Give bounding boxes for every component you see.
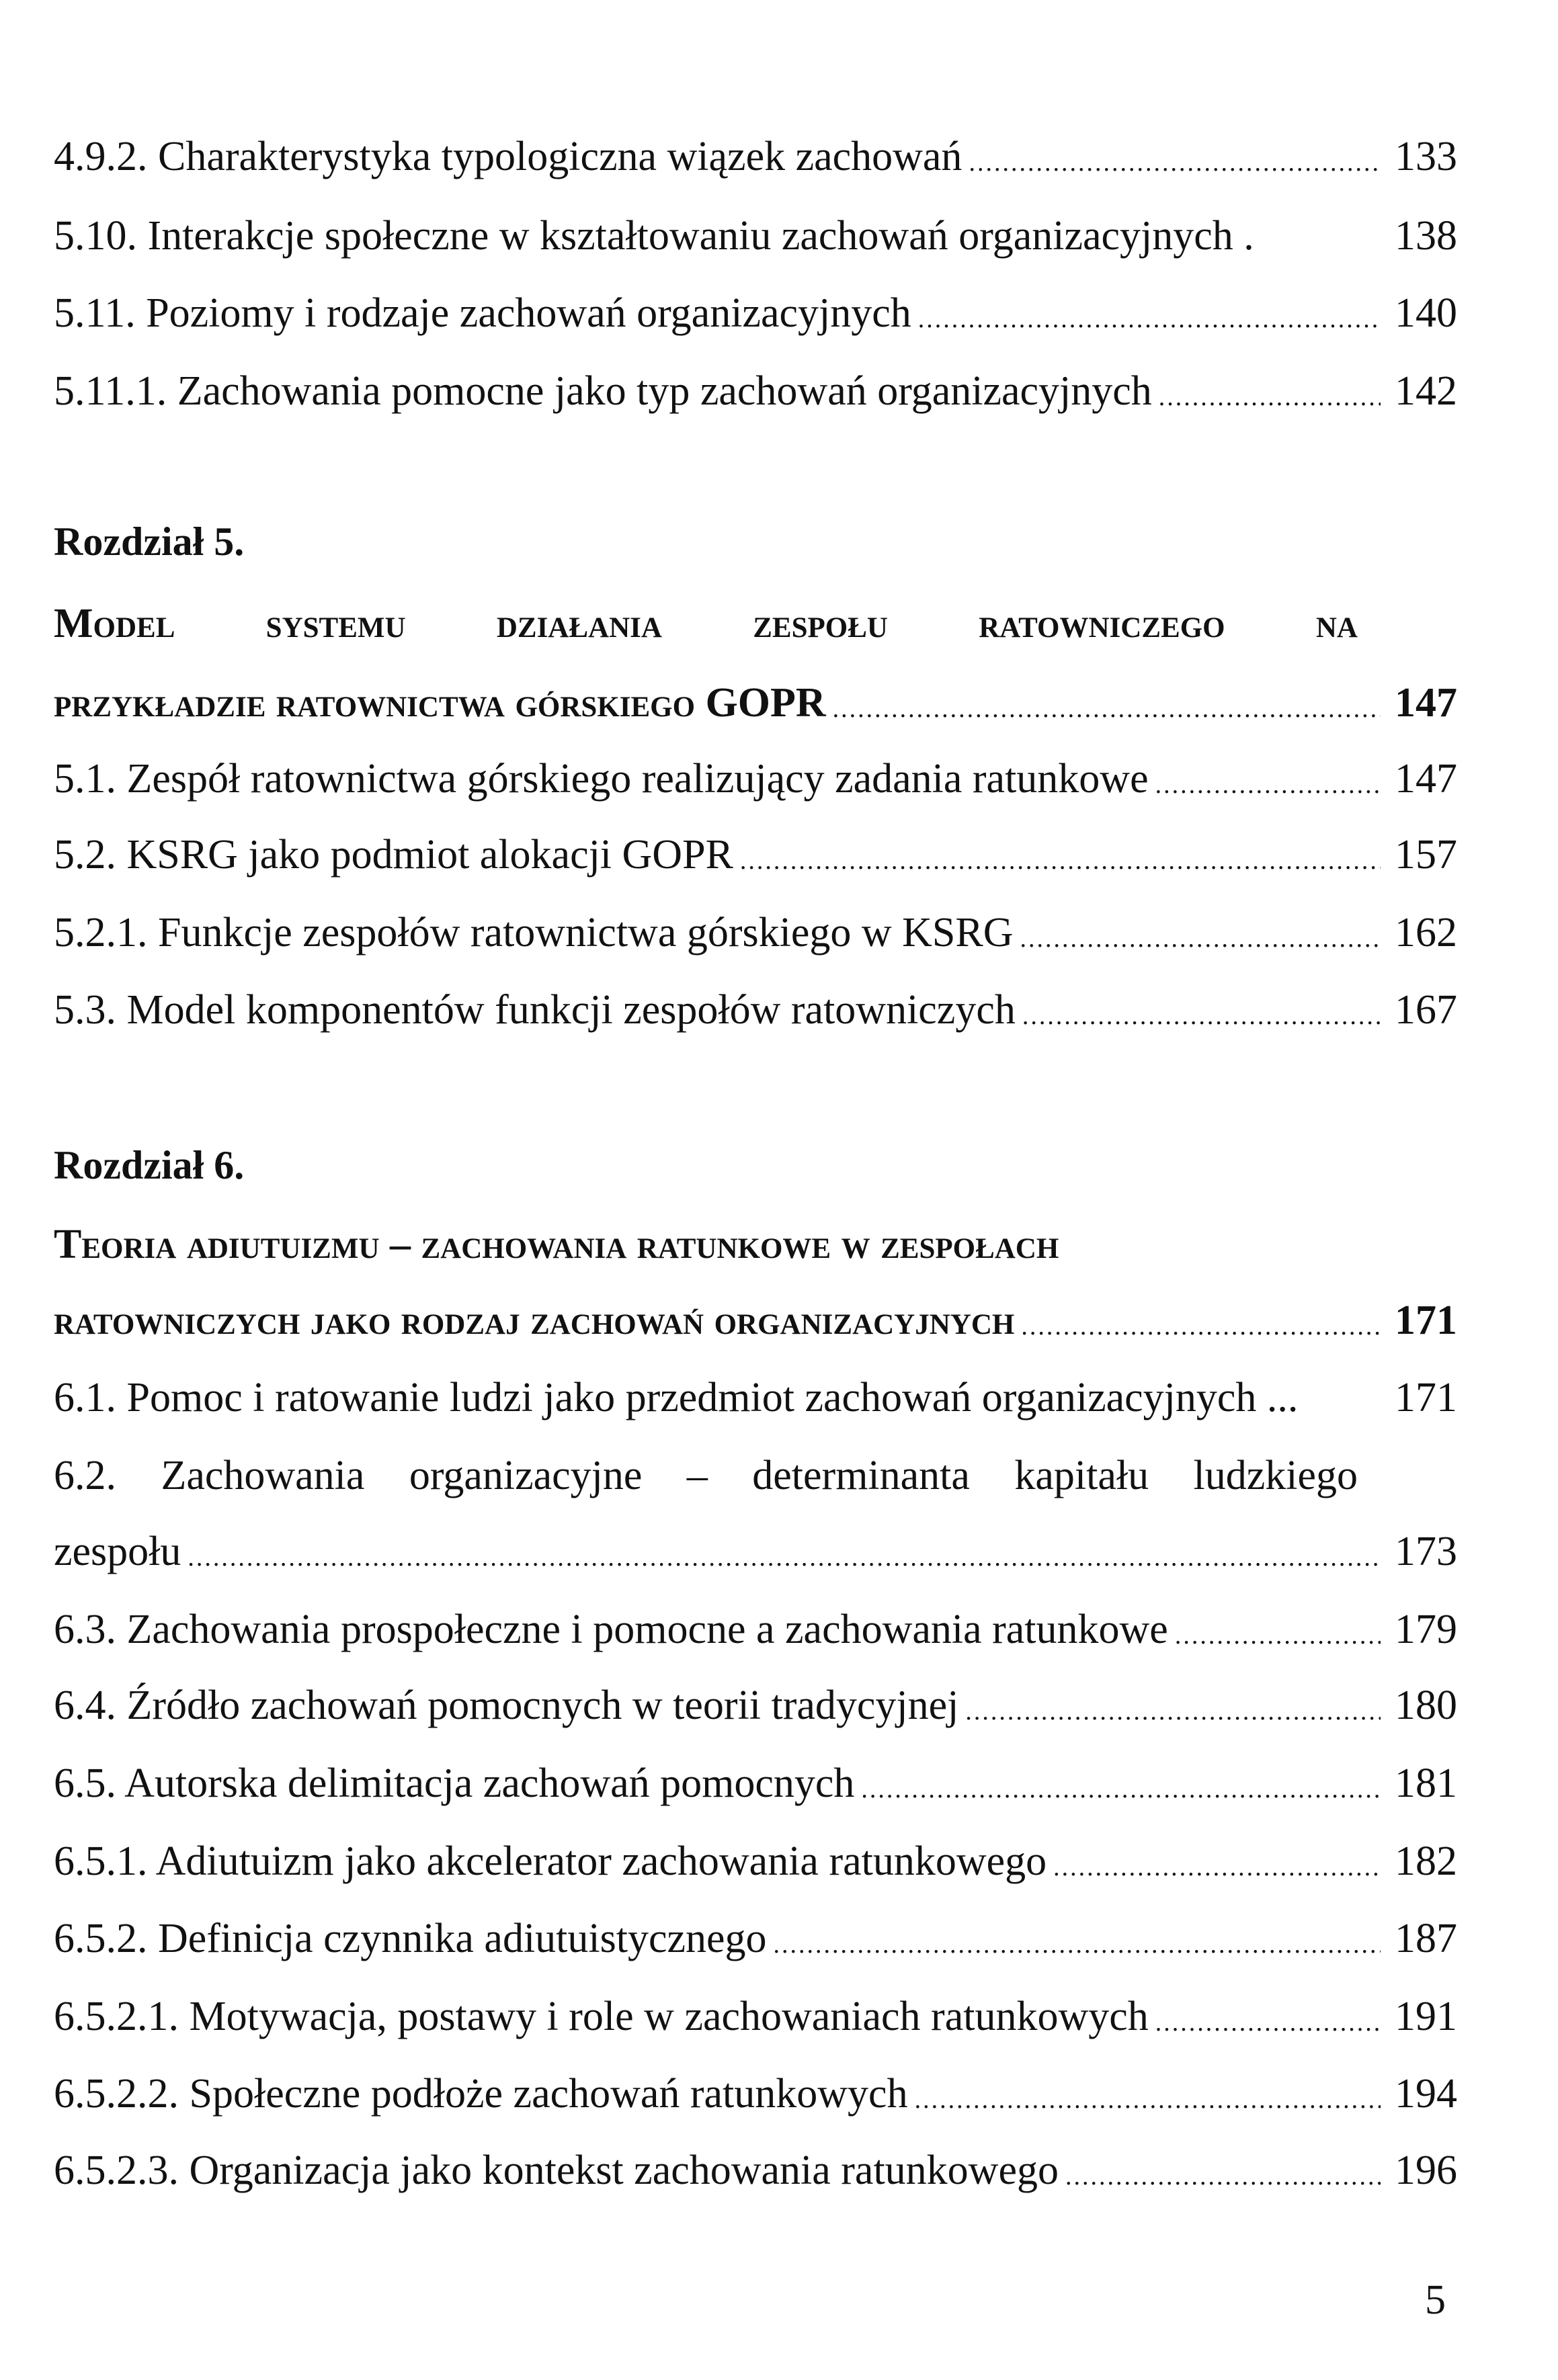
dot-leader (918, 274, 1381, 352)
toc-entry-title: Model systemu działania zespołu ratowniczego na (54, 601, 1358, 646)
chapter-title-line (54, 1281, 1457, 1359)
toc-entry-title: 6.5. Autorska delimitacja zachowań pomocnych (54, 1760, 855, 1806)
toc-entry-title: 6.5.2.1. Motywacja, postawy i role w zachowaniach ratunkowych (54, 1994, 1149, 2039)
toc-page-number: 167 (1395, 987, 1457, 1033)
toc-entry (54, 1900, 1457, 1978)
toc-entry-title: 6.5.1. Adiutuizm jako akcelerator zachowania ratunkowego (54, 1838, 1047, 1884)
dot-leader (1022, 971, 1381, 1049)
toc-entry (54, 1513, 1457, 1590)
toc-page-number: 147 (1395, 756, 1457, 802)
dot-leader (965, 1666, 1381, 1744)
chapter-title-line (54, 1205, 1457, 1283)
toc-page-number: 162 (1395, 910, 1457, 955)
toc-entry-title: 5.10. Interakcje społeczne w kształtowaniu zachowań organizacyjnych . (54, 213, 1254, 259)
dot-leader (1155, 740, 1381, 818)
toc-page-number: 187 (1395, 1916, 1457, 1961)
toc-entry (54, 894, 1457, 972)
toc-entry (54, 816, 1457, 894)
chapter-title: Teoria adiutuizmu – zachowania ratunkowe w zespołach (54, 1222, 1059, 1267)
dot-leader (861, 1744, 1381, 1822)
page-number-footer: 5 (1425, 2277, 1446, 2323)
dot-leader (188, 1513, 1381, 1590)
toc-entry (54, 1359, 1457, 1437)
toc-entry-title: 6.2. Zachowania organizacyjne – determinanta kapitału ludzkiego (54, 1453, 1358, 1498)
toc-entry-title: 4.9.2. Charakterystyka typologiczna wiązek zachowań (54, 134, 962, 179)
toc-page-number: 181 (1395, 1760, 1457, 1806)
toc-entry-line (54, 585, 1457, 663)
toc-page-number: 180 (1395, 1683, 1457, 1728)
toc-page-number: 179 (1395, 1607, 1457, 1652)
toc-entry-title: 6.5.2. Definicja czynnika adiutuistycznego (54, 1916, 767, 1961)
toc-entry-title: 5.11. Poziomy i rodzaje zachowań organizacyjnych (54, 290, 911, 336)
dot-leader (1021, 1281, 1381, 1359)
toc-page-number: 191 (1395, 1994, 1457, 2039)
toc-page-number: 171 (1395, 1375, 1457, 1420)
toc-entry-line (54, 1437, 1457, 1515)
toc-entry-title: 5.11.1. Zachowania pomocne jako typ zachowań organizacyjnych (54, 368, 1152, 414)
toc-entry (54, 274, 1457, 352)
dot-leader (1155, 1978, 1381, 2055)
chapter-number: Rozdział 5. (54, 519, 245, 564)
toc-page-number: 182 (1395, 1838, 1457, 1884)
toc-entry (54, 1744, 1457, 1822)
toc-entry (54, 2055, 1457, 2133)
chapter-heading (54, 1126, 1457, 1204)
toc-entry-title: 6.4. Źródło zachowań pomocnych w teorii tradycyjnej (54, 1683, 959, 1728)
dot-leader (1159, 352, 1381, 430)
toc-page-number: 140 (1395, 290, 1457, 336)
dot-leader (774, 1900, 1381, 1978)
toc-entry (54, 118, 1457, 196)
toc-entry (54, 1978, 1457, 2055)
chapter-heading (54, 503, 1457, 581)
toc-entry-title: 6.1. Pomoc i ratowanie ludzi jako przedmiot zachowań organizacyjnych ... (54, 1375, 1299, 1420)
dot-leader (833, 664, 1381, 742)
toc-page-number: 196 (1395, 2148, 1457, 2193)
toc-entry-title: 5.2.1. Funkcje zespołów ratownictwa górskiego w KSRG (54, 910, 1014, 955)
toc-page-number: 194 (1395, 2071, 1457, 2117)
dot-leader (1175, 1590, 1381, 1668)
toc-entry (54, 1666, 1457, 1744)
toc-page-number: 157 (1395, 832, 1457, 878)
toc-page-number: 173 (1395, 1529, 1457, 1574)
toc-entry-title: 6.5.2.3. Organizacja jako kontekst zachowania ratunkowego (54, 2148, 1059, 2193)
dot-leader (969, 118, 1381, 196)
dot-leader (915, 2055, 1381, 2133)
toc-entry-title: 5.2. KSRG jako podmiot alokacji GOPR (54, 832, 733, 878)
chapter-number: Rozdział 6. (54, 1143, 245, 1187)
toc-entry-title: 5.1. Zespół ratownictwa górskiego realizujący zadania ratunkowe (54, 756, 1149, 802)
toc-page-number: 133 (1395, 134, 1457, 179)
chapter-title-line (54, 664, 1457, 742)
toc-entry-title: zespołu (54, 1529, 181, 1574)
toc-entry (54, 197, 1457, 275)
dot-leader (1053, 1822, 1381, 1900)
dot-leader (1020, 894, 1381, 972)
toc-page-number: 171 (1395, 1298, 1457, 1343)
toc-entry (54, 2131, 1457, 2209)
toc-entry (54, 1590, 1457, 1668)
toc-entry (54, 1822, 1457, 1900)
toc-entry (54, 971, 1457, 1049)
chapter-title: przykładzie ratownictwa górskiego GOPR (54, 680, 826, 726)
dot-leader (1065, 2131, 1381, 2209)
toc-page-number: 138 (1395, 213, 1457, 259)
toc-entry (54, 352, 1457, 430)
toc-page-number: 142 (1395, 368, 1457, 414)
dot-leader (740, 816, 1381, 894)
chapter-title: ratowniczych jako rodzaj zachowań organizacyjnych (54, 1298, 1015, 1343)
toc-entry-title: 6.5.2.2. Społeczne podłoże zachowań ratunkowych (54, 2071, 908, 2117)
toc-entry (54, 740, 1457, 818)
toc-entry-title: 5.3. Model komponentów funkcji zespołów ratowniczych (54, 987, 1016, 1033)
toc-entry-title: 6.3. Zachowania prospołeczne i pomocne a zachowania ratunkowe (54, 1607, 1168, 1652)
toc-page-number: 147 (1395, 680, 1457, 726)
